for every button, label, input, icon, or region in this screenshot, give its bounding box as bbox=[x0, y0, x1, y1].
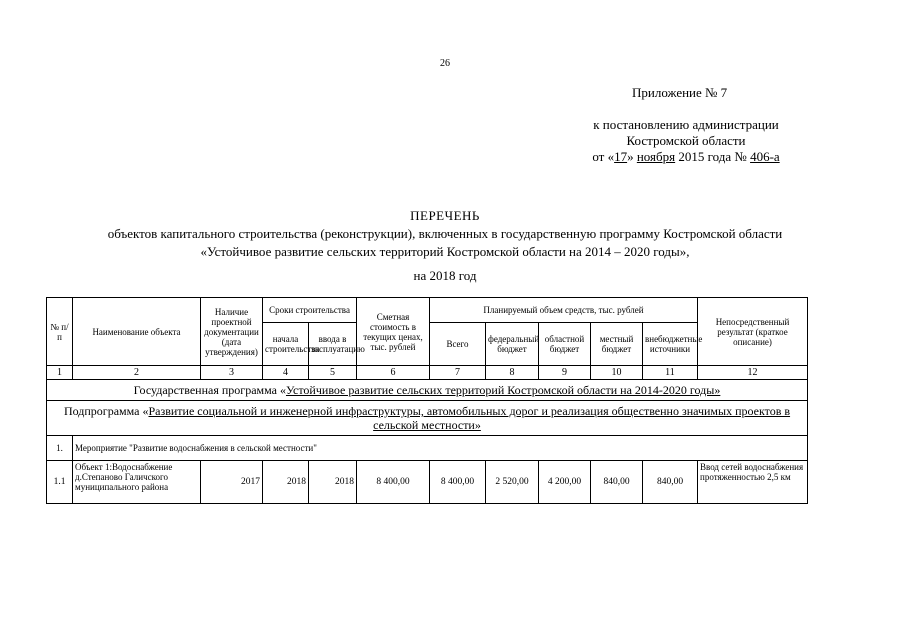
objects-table bbox=[46, 297, 808, 504]
column-number: 10 bbox=[591, 366, 643, 380]
title-line-3: на 2018 год bbox=[413, 268, 477, 283]
header-extra: внебюджетные источники bbox=[643, 323, 698, 366]
header-name: Наименование объекта bbox=[73, 298, 201, 366]
header-terms: Сроки строительства bbox=[263, 298, 357, 323]
program-prefix: Государственная программа « bbox=[133, 383, 286, 397]
column-number: 6 bbox=[357, 366, 430, 380]
date-mid: » bbox=[627, 149, 637, 164]
resolution-number: 406-а bbox=[750, 149, 780, 164]
program-cell bbox=[47, 380, 808, 401]
event-row bbox=[47, 436, 808, 461]
date-year: 2015 года № bbox=[675, 149, 751, 164]
column-number: 3 bbox=[201, 366, 263, 380]
header-docs: Наличие проектной документации (дата утверждения) bbox=[201, 298, 263, 366]
object-start-year: 2018 bbox=[263, 461, 309, 504]
document-title bbox=[40, 207, 850, 285]
column-number: 8 bbox=[486, 366, 539, 380]
resolution-line-2: Костромской области bbox=[626, 133, 746, 148]
header-federal: федеральный бюджет bbox=[486, 323, 539, 366]
object-local: 840,00 bbox=[591, 461, 643, 504]
page-number: 26 bbox=[440, 58, 450, 69]
header-local: местный бюджет bbox=[591, 323, 643, 366]
object-num: 1.1 bbox=[47, 461, 73, 504]
title-line-1: объектов капитального строительства (реконструкции), включенных в государственную программу Костромской области bbox=[107, 226, 783, 241]
appendix-title: Приложение № 7 bbox=[632, 85, 728, 100]
table-row bbox=[47, 461, 808, 504]
object-federal: 2 520,00 bbox=[486, 461, 539, 504]
program-name: Устойчивое развитие сельских территорий Костромской области на 2014-2020 годы» bbox=[285, 383, 721, 397]
column-number: 12 bbox=[698, 366, 808, 380]
object-cost: 8 400,00 bbox=[357, 461, 430, 504]
column-number: 7 bbox=[430, 366, 486, 380]
subprogram-cell bbox=[47, 401, 808, 436]
header-num: № п/п bbox=[47, 298, 73, 366]
column-numbers-row bbox=[47, 366, 808, 380]
header-planned: Планируемый объем средств, тыс. рублей bbox=[430, 298, 698, 323]
object-total: 8 400,00 bbox=[430, 461, 486, 504]
subprogram-name: Развитие социальной и инженерной инфраструктуры, автомобильных дорог и реализация общественно значимых проектов в сельской местности» bbox=[148, 404, 791, 432]
object-result: Ввод сетей водоснабжения протяженностью 2,5 км bbox=[698, 461, 808, 504]
column-number: 5 bbox=[309, 366, 357, 380]
program-row bbox=[47, 380, 808, 401]
object-end-year: 2018 bbox=[309, 461, 357, 504]
subprogram-row bbox=[47, 401, 808, 436]
header-row-1 bbox=[47, 298, 808, 323]
header-terms-start: начала строительства bbox=[263, 323, 309, 366]
event-text: Мероприятие "Развитие водоснабжения в сельской местности" bbox=[73, 436, 808, 461]
title-line-2: «Устойчивое развитие сельских территорий Костромской области на 2014 – 2020 годы», bbox=[200, 244, 690, 259]
header-cost: Сметная стоимость в текущих ценах, тыс. рублей bbox=[357, 298, 430, 366]
resolution-reference bbox=[568, 117, 804, 165]
date-month: ноября bbox=[636, 149, 676, 164]
object-extra: 840,00 bbox=[643, 461, 698, 504]
header-regional: областной бюджет bbox=[539, 323, 591, 366]
object-docs-year: 2017 bbox=[201, 461, 263, 504]
event-num: 1. bbox=[47, 436, 73, 461]
resolution-date-line bbox=[568, 149, 804, 165]
column-number: 9 bbox=[539, 366, 591, 380]
column-number: 4 bbox=[263, 366, 309, 380]
header-result: Непосредственный результат (краткое описание) bbox=[698, 298, 808, 366]
object-regional: 4 200,00 bbox=[539, 461, 591, 504]
title-heading: ПЕРЕЧЕНЬ bbox=[410, 208, 480, 223]
date-prefix: от « bbox=[592, 149, 615, 164]
header-terms-end: ввода в эксплуатацию bbox=[309, 323, 357, 366]
object-name: Объект 1:Водоснабжение д.Степаново Галичского муниципального района bbox=[73, 461, 201, 504]
column-number: 11 bbox=[643, 366, 698, 380]
header-total: Всего bbox=[430, 323, 486, 366]
date-day: 17 bbox=[614, 149, 628, 164]
column-number: 1 bbox=[47, 366, 73, 380]
subprogram-prefix: Подпрограмма « bbox=[63, 404, 149, 418]
column-number: 2 bbox=[73, 366, 201, 380]
resolution-line-1: к постановлению администрации bbox=[593, 117, 779, 132]
